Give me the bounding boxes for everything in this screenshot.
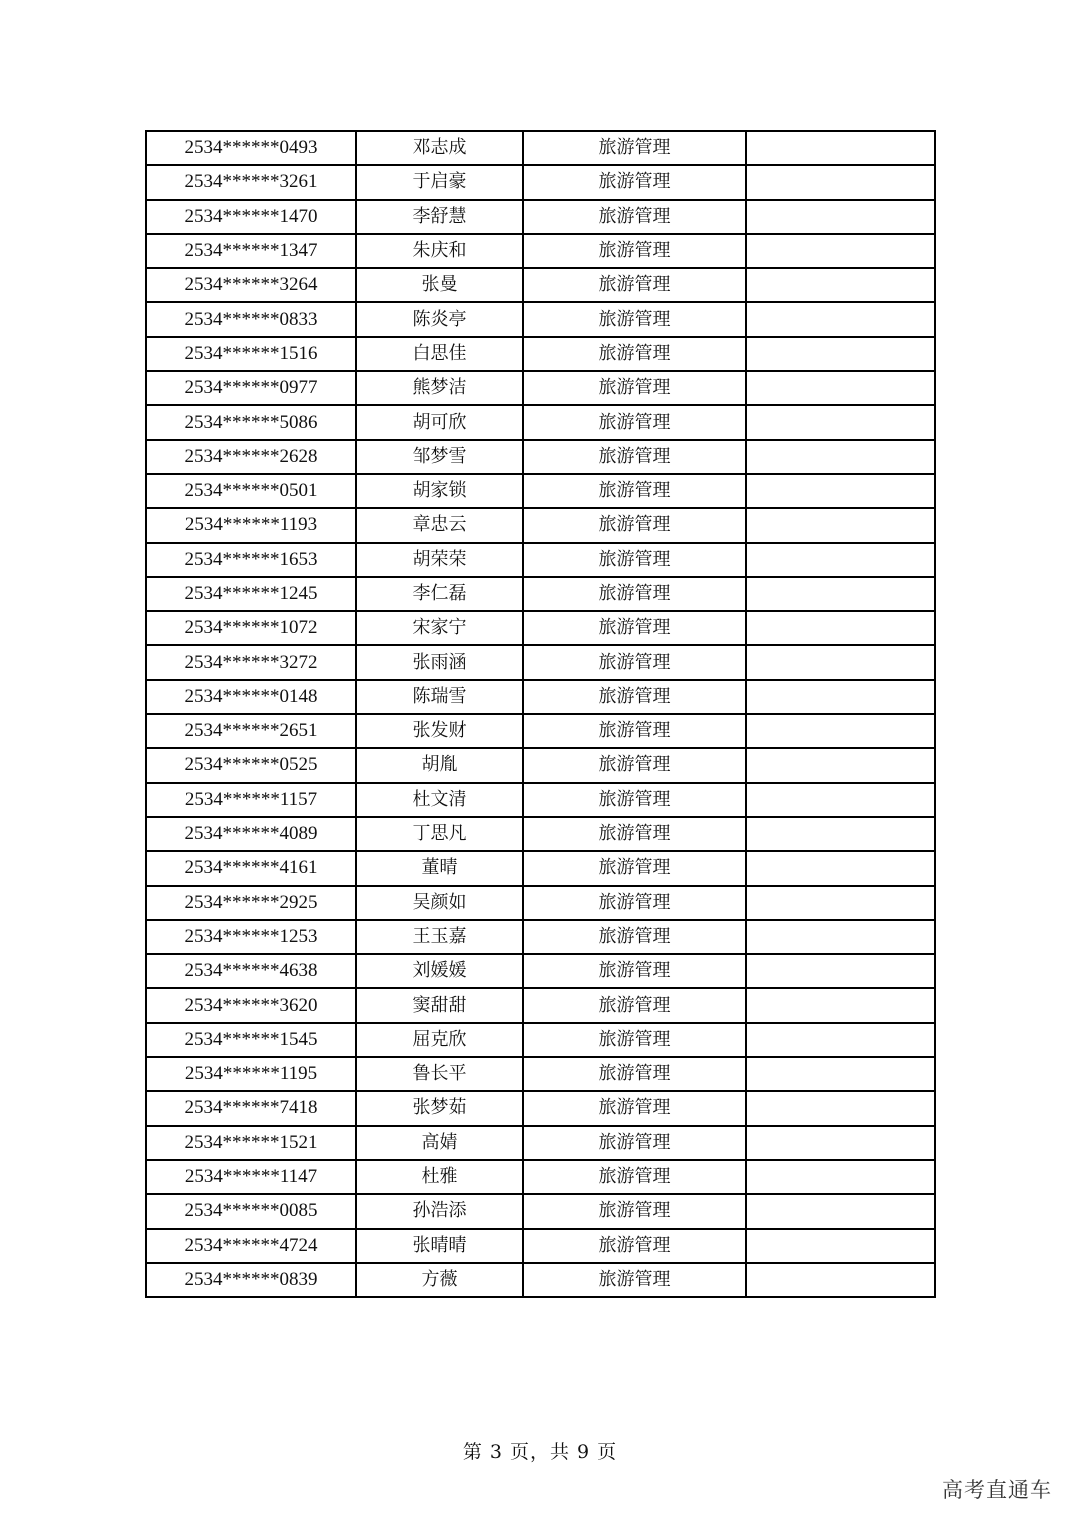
cell-exam-id: 2534******0501 — [146, 474, 356, 508]
cell-major: 旅游管理 — [523, 886, 746, 920]
cell-exam-id: 2534******0085 — [146, 1194, 356, 1228]
cell-major: 旅游管理 — [523, 988, 746, 1022]
table-row — [146, 302, 935, 336]
cell-student-name: 鲁长平 — [356, 1057, 523, 1091]
cell-student-name: 董晴 — [356, 851, 523, 885]
cell-student-name: 高婧 — [356, 1126, 523, 1160]
cell-student-name: 刘媛媛 — [356, 954, 523, 988]
cell-exam-id: 2534******1195 — [146, 1057, 356, 1091]
table-row — [146, 1023, 935, 1057]
cell-major: 旅游管理 — [523, 371, 746, 405]
table-row — [146, 920, 935, 954]
cell-student-name: 李仁磊 — [356, 577, 523, 611]
table-row — [146, 440, 935, 474]
cell-student-name: 熊梦洁 — [356, 371, 523, 405]
cell-student-name: 胡家锁 — [356, 474, 523, 508]
cell-note — [746, 1263, 935, 1297]
cell-exam-id: 2534******1653 — [146, 543, 356, 577]
cell-exam-id: 2534******4638 — [146, 954, 356, 988]
cell-student-name: 杜雅 — [356, 1160, 523, 1194]
cell-major: 旅游管理 — [523, 1263, 746, 1297]
page-number: 第 3 页，共 9 页 — [462, 1441, 618, 1463]
cell-major: 旅游管理 — [523, 783, 746, 817]
cell-student-name: 张梦茹 — [356, 1091, 523, 1125]
cell-student-name: 李舒慧 — [356, 200, 523, 234]
table-row — [146, 886, 935, 920]
cell-student-name: 方薇 — [356, 1263, 523, 1297]
cell-student-name: 胡可欣 — [356, 405, 523, 439]
table-row — [146, 131, 935, 165]
cell-note — [746, 1126, 935, 1160]
cell-major: 旅游管理 — [523, 543, 746, 577]
cell-student-name: 章忠云 — [356, 508, 523, 542]
table-row — [146, 508, 935, 542]
cell-major: 旅游管理 — [523, 1229, 746, 1263]
cell-note — [746, 371, 935, 405]
cell-exam-id: 2534******0833 — [146, 302, 356, 336]
table-row — [146, 1091, 935, 1125]
cell-student-name: 宋家宁 — [356, 611, 523, 645]
cell-major: 旅游管理 — [523, 1126, 746, 1160]
table-row — [146, 851, 935, 885]
cell-exam-id: 2534******1245 — [146, 577, 356, 611]
cell-major: 旅游管理 — [523, 851, 746, 885]
cell-student-name: 屈克欣 — [356, 1023, 523, 1057]
cell-exam-id: 2534******5086 — [146, 405, 356, 439]
cell-note — [746, 543, 935, 577]
cell-student-name: 张发财 — [356, 714, 523, 748]
cell-note — [746, 886, 935, 920]
table-row — [146, 234, 935, 268]
table-body — [146, 131, 935, 1297]
cell-exam-id: 2534******1147 — [146, 1160, 356, 1194]
cell-student-name: 于启豪 — [356, 165, 523, 199]
table-row — [146, 954, 935, 988]
cell-note — [746, 337, 935, 371]
cell-major: 旅游管理 — [523, 1057, 746, 1091]
cell-major: 旅游管理 — [523, 1091, 746, 1125]
cell-student-name: 孙浩添 — [356, 1194, 523, 1228]
cell-exam-id: 2534******1470 — [146, 200, 356, 234]
table-row — [146, 714, 935, 748]
cell-note — [746, 1057, 935, 1091]
cell-major: 旅游管理 — [523, 1160, 746, 1194]
table-row — [146, 1160, 935, 1194]
cell-note — [746, 405, 935, 439]
cell-major: 旅游管理 — [523, 337, 746, 371]
cell-exam-id: 2534******1516 — [146, 337, 356, 371]
cell-student-name: 张晴晴 — [356, 1229, 523, 1263]
cell-major: 旅游管理 — [523, 234, 746, 268]
table-row — [146, 611, 935, 645]
cell-exam-id: 2534******1072 — [146, 611, 356, 645]
cell-student-name: 朱庆和 — [356, 234, 523, 268]
cell-note — [746, 131, 935, 165]
cell-student-name: 张雨涵 — [356, 645, 523, 679]
cell-exam-id: 2534******3620 — [146, 988, 356, 1022]
cell-major: 旅游管理 — [523, 508, 746, 542]
table-row — [146, 1263, 935, 1297]
cell-student-name: 邓志成 — [356, 131, 523, 165]
cell-major: 旅游管理 — [523, 680, 746, 714]
cell-major: 旅游管理 — [523, 474, 746, 508]
cell-note — [746, 200, 935, 234]
table-row — [146, 268, 935, 302]
table-row — [146, 783, 935, 817]
cell-student-name: 王玉嘉 — [356, 920, 523, 954]
cell-exam-id: 2534******1253 — [146, 920, 356, 954]
cell-note — [746, 474, 935, 508]
cell-note — [746, 577, 935, 611]
cell-note — [746, 1091, 935, 1125]
cell-major: 旅游管理 — [523, 302, 746, 336]
cell-major: 旅游管理 — [523, 577, 746, 611]
cell-note — [746, 1229, 935, 1263]
cell-student-name: 窦甜甜 — [356, 988, 523, 1022]
table-row — [146, 165, 935, 199]
cell-exam-id: 2534******0977 — [146, 371, 356, 405]
cell-exam-id: 2534******4161 — [146, 851, 356, 885]
cell-major: 旅游管理 — [523, 611, 746, 645]
cell-note — [746, 611, 935, 645]
cell-exam-id: 2534******1157 — [146, 783, 356, 817]
cell-note — [746, 1160, 935, 1194]
cell-exam-id: 2534******0493 — [146, 131, 356, 165]
cell-major: 旅游管理 — [523, 817, 746, 851]
cell-exam-id: 2534******2628 — [146, 440, 356, 474]
cell-exam-id: 2534******3272 — [146, 645, 356, 679]
table-row — [146, 817, 935, 851]
cell-major: 旅游管理 — [523, 1023, 746, 1057]
cell-exam-id: 2534******0839 — [146, 1263, 356, 1297]
table-row — [146, 337, 935, 371]
cell-major: 旅游管理 — [523, 200, 746, 234]
cell-note — [746, 234, 935, 268]
cell-student-name: 胡荣荣 — [356, 543, 523, 577]
table-row — [146, 543, 935, 577]
cell-exam-id: 2534******1521 — [146, 1126, 356, 1160]
table-row — [146, 988, 935, 1022]
table-row — [146, 1126, 935, 1160]
watermark-text: 高考直通车 — [942, 1478, 1052, 1502]
cell-note — [746, 851, 935, 885]
cell-student-name: 邹梦雪 — [356, 440, 523, 474]
cell-student-name: 白思佳 — [356, 337, 523, 371]
cell-note — [746, 988, 935, 1022]
table-row — [146, 680, 935, 714]
cell-note — [746, 920, 935, 954]
cell-student-name: 陈瑞雪 — [356, 680, 523, 714]
cell-note — [746, 954, 935, 988]
cell-note — [746, 783, 935, 817]
table-row — [146, 748, 935, 782]
cell-exam-id: 2534******3261 — [146, 165, 356, 199]
cell-major: 旅游管理 — [523, 268, 746, 302]
cell-note — [746, 1194, 935, 1228]
cell-exam-id: 2534******0525 — [146, 748, 356, 782]
table-row — [146, 371, 935, 405]
cell-major: 旅游管理 — [523, 131, 746, 165]
cell-major: 旅游管理 — [523, 405, 746, 439]
cell-major: 旅游管理 — [523, 748, 746, 782]
cell-exam-id: 2534******1193 — [146, 508, 356, 542]
cell-exam-id: 2534******1347 — [146, 234, 356, 268]
cell-note — [746, 440, 935, 474]
cell-note — [746, 508, 935, 542]
cell-exam-id: 2534******2651 — [146, 714, 356, 748]
cell-exam-id: 2534******1545 — [146, 1023, 356, 1057]
cell-exam-id: 2534******2925 — [146, 886, 356, 920]
cell-note — [746, 645, 935, 679]
cell-student-name: 杜文清 — [356, 783, 523, 817]
table-row — [146, 474, 935, 508]
cell-major: 旅游管理 — [523, 440, 746, 474]
cell-note — [746, 268, 935, 302]
student-list-table — [145, 130, 936, 1298]
cell-major: 旅游管理 — [523, 954, 746, 988]
cell-exam-id: 2534******0148 — [146, 680, 356, 714]
cell-major: 旅游管理 — [523, 165, 746, 199]
cell-student-name: 张曼 — [356, 268, 523, 302]
table-row — [146, 405, 935, 439]
cell-major: 旅游管理 — [523, 714, 746, 748]
cell-exam-id: 2534******4089 — [146, 817, 356, 851]
cell-note — [746, 817, 935, 851]
cell-major: 旅游管理 — [523, 1194, 746, 1228]
table-row — [146, 577, 935, 611]
cell-note — [746, 714, 935, 748]
cell-note — [746, 748, 935, 782]
cell-student-name: 丁思凡 — [356, 817, 523, 851]
table-row — [146, 1057, 935, 1091]
table-row — [146, 1229, 935, 1263]
cell-exam-id: 2534******3264 — [146, 268, 356, 302]
cell-note — [746, 302, 935, 336]
cell-major: 旅游管理 — [523, 920, 746, 954]
cell-exam-id: 2534******4724 — [146, 1229, 356, 1263]
cell-student-name: 吴颜如 — [356, 886, 523, 920]
cell-student-name: 陈炎亭 — [356, 302, 523, 336]
table-row — [146, 200, 935, 234]
cell-note — [746, 165, 935, 199]
cell-exam-id: 2534******7418 — [146, 1091, 356, 1125]
cell-student-name: 胡胤 — [356, 748, 523, 782]
cell-note — [746, 1023, 935, 1057]
cell-note — [746, 680, 935, 714]
table-row — [146, 645, 935, 679]
cell-major: 旅游管理 — [523, 645, 746, 679]
table-row — [146, 1194, 935, 1228]
